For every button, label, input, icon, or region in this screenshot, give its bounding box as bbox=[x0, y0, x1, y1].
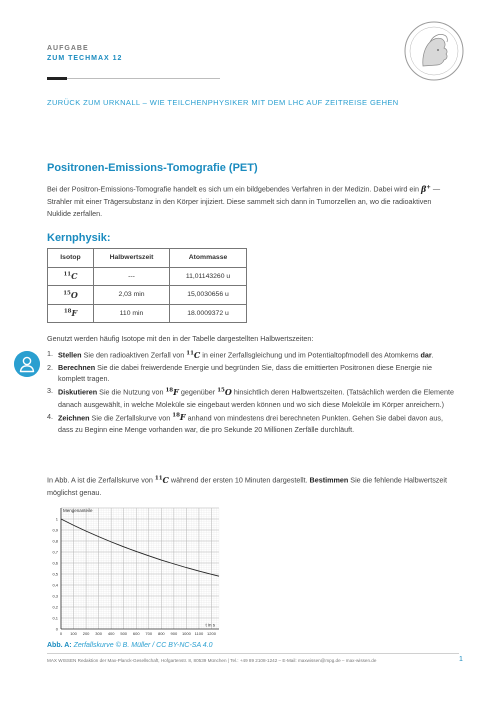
y-tick-label: 0,3 bbox=[52, 593, 58, 599]
list-item: 3. Diskutieren Sie die Nutzung von $^{18}$F gegenüber $^{15}$O hinsichtlich deren Halbwertszeiten. (Tatsächlich werden die Elemente danach ausgewählt, in welche Moleküle sie eingebaut werden können und wo sich diese Moleküle im Körper anreichern.) bbox=[47, 386, 454, 409]
header-rule bbox=[67, 78, 220, 79]
mass-cell: 11,01143260 u bbox=[170, 267, 247, 286]
figure-task-paragraph: In Abb. A ist die Zerfallskurve von $^{11}$C während der ersten 10 Minuten dargestellt. Bestimmen Sie die fehlende Halbwertszeit möglichst genau. bbox=[47, 474, 447, 497]
tasks-lead: Genutzt werden häufig Isotope mit den in der Tabelle dargestellten Halbwertszeiten: bbox=[47, 334, 314, 343]
header-rule-accent bbox=[47, 77, 67, 80]
footer-rule bbox=[47, 653, 459, 654]
figure-caption: Abb. A: Zerfallskurve © B. Müller / CC BY-NC-SA 4.0 bbox=[47, 642, 213, 649]
x-axis-label: t in s bbox=[205, 622, 215, 628]
y-tick-label: 0,7 bbox=[52, 549, 58, 555]
footer-text: MAX WISSEN Redaktion der Max-Planck-Gesellschaft, Hofgartenstr. 8, 80539 München | Tel.: +49 89 2108-1242 – E-Mail: maxwissen@mpg.de – max-wissen.de bbox=[47, 658, 377, 663]
isotope-table bbox=[47, 248, 247, 323]
y-tick-label: 0,6 bbox=[52, 560, 58, 566]
x-tick-label: 500 bbox=[120, 631, 128, 636]
page-number: 1 bbox=[459, 656, 463, 663]
section-title-kernphysik: Kernphysik: bbox=[47, 232, 111, 244]
half-life-cell: 110 min bbox=[94, 304, 170, 323]
y-tick-label: 0,5 bbox=[52, 571, 58, 577]
mass-cell: 18.0009372 u bbox=[170, 304, 247, 323]
half-life-cell: --- bbox=[94, 267, 170, 286]
intro-paragraph: Bei der Positron-Emissions-Tomografie handelt es sich um ein bildgebendes Verfahren in der Medizin. Dabei wird ein β+ —Strahler mit einer Trägersubstanz in den Körper injiziert. Diese sammelt sich dann in Tumorzellen an, wo die radioaktiven Nuklide zerfallen. bbox=[47, 183, 441, 218]
list-item: 4. Zeichnen Sie die Zerfallskurve von $^{18}$F anhand von mindestens drei berechneten Punkten. Gehen Sie dabei davon aus, dass zu Beginn eine Menge vorhanden war, die pro Sekunde 20 Millionen Zerfälle durchläuft. bbox=[47, 411, 443, 435]
isotope-cell: $^{15}$O bbox=[48, 286, 94, 305]
table-header-row bbox=[48, 249, 247, 268]
x-tick-label: 800 bbox=[157, 631, 165, 636]
table-row bbox=[48, 267, 247, 286]
y-tick-label: 0 bbox=[55, 626, 58, 632]
x-tick-label: 300 bbox=[95, 631, 102, 636]
half-life-cell: 2,03 min bbox=[94, 286, 170, 305]
x-tick-label: 600 bbox=[132, 631, 140, 636]
person-icon bbox=[14, 351, 40, 377]
header-label: AUFGABE bbox=[47, 45, 89, 52]
section-title-pet: Positronen-Emissions-Tomografie (PET) bbox=[47, 162, 258, 174]
x-tick-label: 900 bbox=[170, 631, 178, 636]
decay-curve-chart bbox=[47, 503, 225, 638]
x-tick-label: 100 bbox=[70, 631, 77, 636]
beta-plus-symbol: β+ bbox=[420, 183, 431, 194]
minerva-seal-icon bbox=[403, 20, 465, 82]
header-subject: ZUM TECHMAX 12 bbox=[47, 55, 123, 62]
x-tick-label: 1000 bbox=[181, 631, 191, 636]
y-tick-label: 0,2 bbox=[52, 604, 58, 610]
x-tick-label: 400 bbox=[107, 631, 115, 636]
mass-cell: 15,0030656 u bbox=[170, 286, 247, 305]
x-tick-label: 700 bbox=[145, 631, 153, 636]
y-tick-label: 0,1 bbox=[52, 615, 58, 621]
x-tick-label: 1100 bbox=[194, 631, 204, 636]
worksheet-subtitle: ZURÜCK ZUM URKNALL – WIE TEILCHENPHYSIKER MIT DEM LHC AUF ZEITREISE GEHEN bbox=[47, 98, 399, 107]
y-axis-label: Mengenanteile bbox=[63, 508, 93, 513]
y-tick-label: 1 bbox=[55, 516, 58, 522]
table-row bbox=[48, 304, 247, 323]
isotope-cell: $^{18}$F bbox=[48, 304, 94, 323]
table-header-cell: Halbwertszeit bbox=[94, 249, 170, 268]
table-row bbox=[48, 286, 247, 305]
y-tick-label: 0,8 bbox=[52, 538, 58, 544]
y-tick-label: 0,4 bbox=[52, 582, 58, 588]
x-tick-label: 1200 bbox=[207, 631, 216, 636]
list-item: 2. Berechnen Sie die dabei freiwerdende Energie und begründen Sie, dass die emittierten Positronen diese Energie nie komplett tragen. bbox=[47, 362, 432, 384]
table-header-cell: Isotop bbox=[48, 249, 94, 268]
isotope-cell: $^{11}$C bbox=[48, 267, 94, 286]
x-tick-label: 200 bbox=[82, 631, 90, 636]
task-list bbox=[47, 348, 459, 436]
y-tick-label: 0,9 bbox=[52, 527, 58, 533]
table-header-cell: Atommasse bbox=[170, 249, 247, 268]
x-tick-label: 0 bbox=[59, 631, 63, 636]
list-item: 1. Stellen Sie den radioaktiven Zerfall von $^{11}$C in einer Zerfallsgleichung und im Potentialtopfmodell des Atomkerns dar. bbox=[47, 349, 434, 360]
